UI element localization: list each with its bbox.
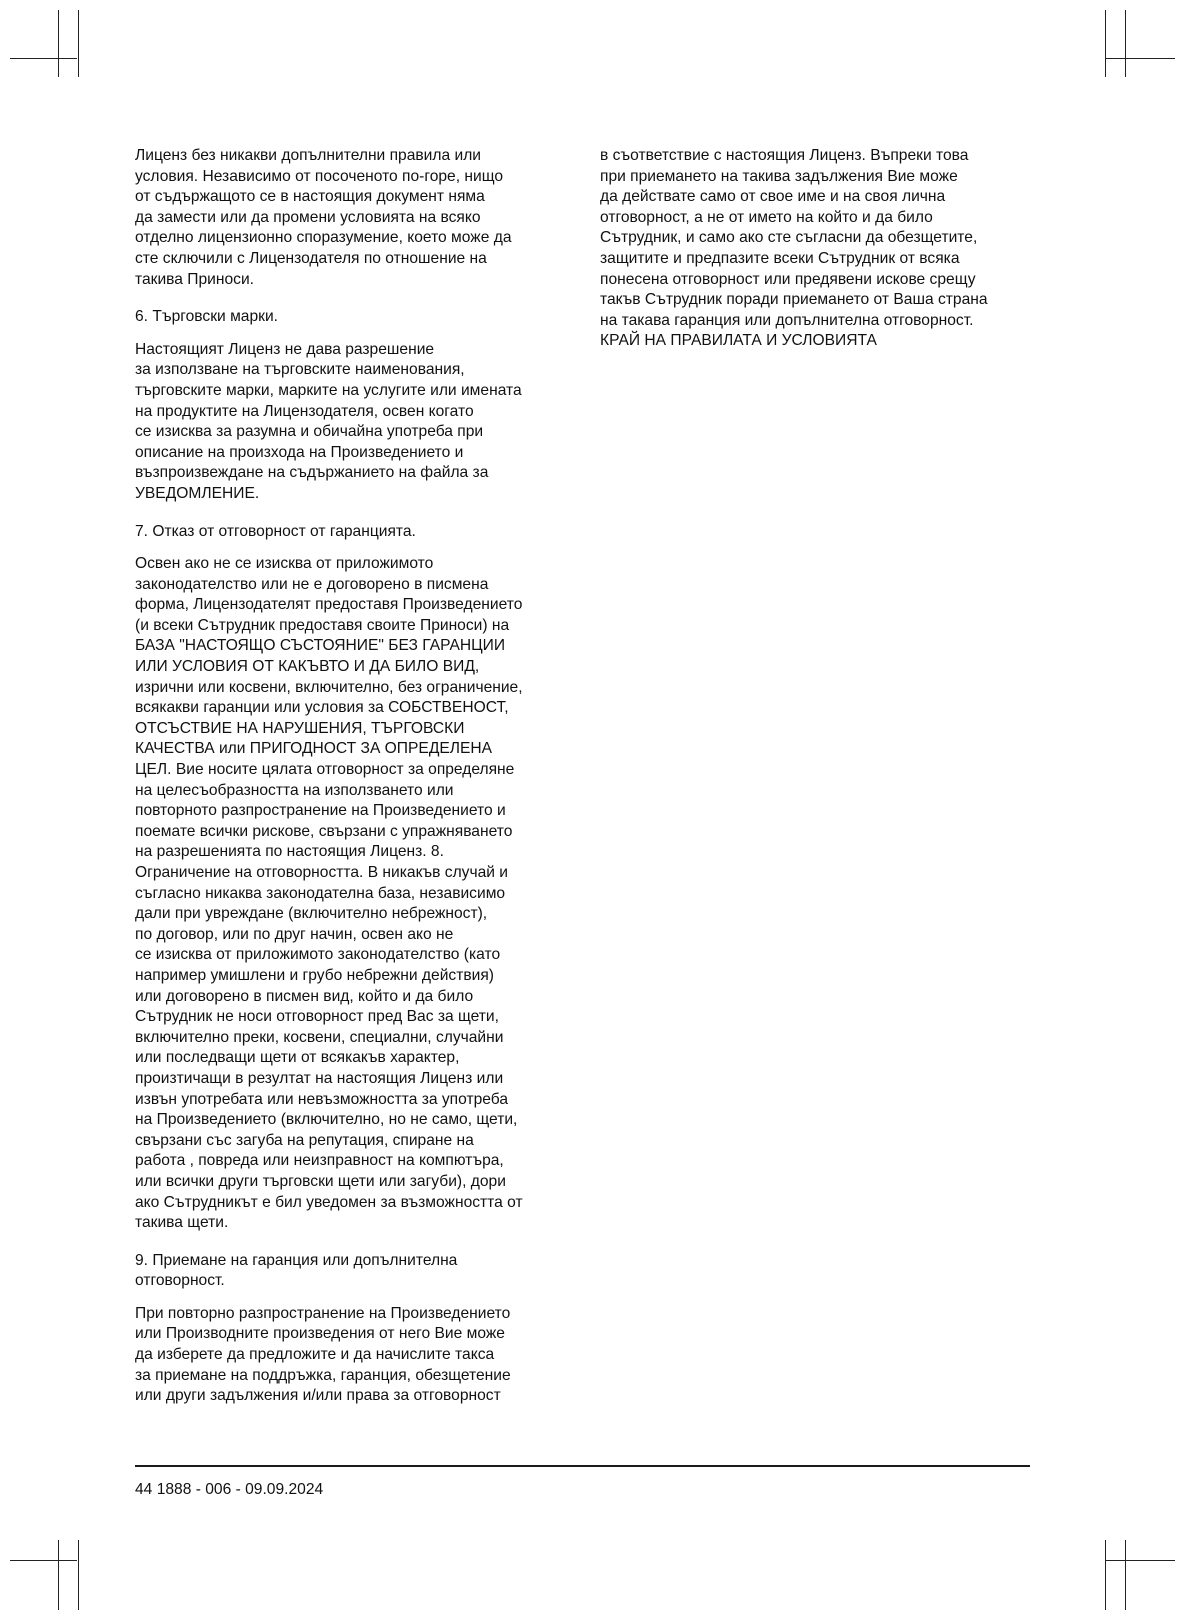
text-line: на разрешенията по настоящия Лиценз. 8. (135, 843, 444, 861)
text-line: При повторно разпространение на Произведението (135, 1304, 511, 1322)
text-line: такива Приноси. (135, 270, 255, 288)
text-line: работа , повреда или неизправност на компютъра, (135, 1152, 504, 1170)
text-line: на такава гаранция или допълнителна отговорност. (600, 311, 974, 329)
heading-line: 9. Приемане на гаранция или допълнителна (135, 1251, 458, 1269)
crop-mark-top-right-h (1105, 58, 1175, 59)
text-line: сте сключили с Лицензодателя по отношение на (135, 249, 487, 267)
text-line: законодателство или не е договорено в писмена (135, 575, 489, 593)
text-line: дали при увреждане (включително небрежност), (135, 905, 488, 923)
heading-line: отговорност. (135, 1272, 225, 1290)
crop-mark-bottom-right-v (1105, 1540, 1106, 1610)
text-line: да изберете да предложите и да начислите такса (135, 1346, 495, 1364)
footer-rule (135, 1465, 1030, 1467)
crop-mark-top-right-v2 (1125, 10, 1126, 77)
text-line: Освен ако не се изисква от приложимото (135, 555, 434, 573)
text-line: или последващи щети от всякакъв характер, (135, 1049, 460, 1067)
text-line: съгласно никаква законодателна база, независимо (135, 884, 506, 902)
paragraph-section-7 (135, 554, 575, 1234)
text-line: търговските марки, марките на услугите или имената (135, 381, 522, 399)
left-column (135, 146, 575, 1407)
text-line: отговорност, а не от името на който и да било (600, 208, 933, 226)
text-line: БАЗА "НАСТОЯЩО СЪСТОЯНИЕ" БЕЗ ГАРАНЦИИ (135, 637, 506, 655)
text-line: при приемането на такива задължения Вие може (600, 167, 958, 185)
text-line: изрични или косвени, включително, без ограничение, (135, 678, 523, 696)
text-line: да действате само от свое име и на своя лична (600, 188, 946, 206)
crop-mark-top-left-v2 (78, 10, 79, 77)
text-line: Сътрудник не носи отговорност пред Вас за щети, (135, 1008, 499, 1026)
text-line: на продуктите на Лицензодателя, освен когато (135, 402, 474, 420)
crop-mark-bottom-left-v (58, 1540, 59, 1610)
crop-mark-top-left-h (10, 58, 77, 59)
text-line: свързани със загуба на репутация, спиране на (135, 1131, 474, 1149)
text-line: описание на произхода на Произведението и (135, 443, 464, 461)
crop-mark-bottom-left-v2 (78, 1540, 79, 1610)
text-line: (и всеки Сътрудник предоставя своите Приноси) на (135, 616, 510, 634)
text-line: в съответствие с настоящия Лиценз. Въпреки това (600, 147, 969, 164)
text-line: на целесъобразността на използването или (135, 781, 454, 799)
text-line: ИЛИ УСЛОВИЯ ОТ КАКЪВТО И ДА БИЛО ВИД, (135, 658, 480, 676)
text-line: условия. Независимо от посоченото по-горе, нищо (135, 167, 504, 185)
text-line: повторното разпространение на Произведението и (135, 802, 506, 820)
section-heading-9 (135, 1251, 575, 1292)
paragraph-section-9 (135, 1304, 575, 1407)
text-line: ОТСЪСТВИЕ НА НАРУШЕНИЯ, ТЪРГОВСКИ (135, 719, 465, 737)
page-number: 44 (135, 1481, 153, 1498)
crop-mark-bottom-right-h (1105, 1560, 1175, 1561)
text-line: от съдържащото се в настоящия документ няма (135, 188, 485, 206)
document-reference: 1888 - 006 - 09.09.2024 (156, 1481, 324, 1498)
paragraph-intro (135, 146, 575, 290)
text-line: ЦЕЛ. Вие носите цялата отговорност за определяне (135, 761, 515, 779)
page-footer (135, 1480, 323, 1500)
text-line: възпроизвеждане на съдържанието на файла за (135, 464, 489, 482)
text-line: или Производните произведения от него Вие може (135, 1325, 505, 1343)
text-line: извън употребата или невъзможността за употреба (135, 1090, 508, 1108)
text-line: по договор, или по друг начин, освен ако не (135, 925, 454, 943)
end-of-terms: КРАЙ НА ПРАВИЛАТА И УСЛОВИЯТА (600, 332, 877, 350)
text-line: за приемане на поддръжка, гаранция, обезщетение (135, 1366, 511, 1384)
text-line: отделно лицензионно споразумение, което може да (135, 229, 512, 247)
text-line: например умишлени и грубо небрежни действия) (135, 966, 494, 984)
text-line: или договорено в писмен вид, който и да било (135, 987, 474, 1005)
text-line: се изисква от приложимото законодателство (като (135, 946, 501, 964)
text-line: да замести или да промени условията на всяко (135, 208, 481, 226)
text-line: или други задължения и/или права за отговорност (135, 1387, 501, 1405)
text-line: Настоящият Лиценз не дава разрешение (135, 340, 435, 358)
text-line: Ограничение на отговорността. В никакъв случай и (135, 864, 509, 881)
paragraph-section-9-continued (600, 146, 1050, 352)
text-line: произтичащи в резултат на настоящия Лиценз или (135, 1069, 504, 1087)
crop-mark-top-right-v (1105, 10, 1106, 77)
text-line: КАЧЕСТВА или ПРИГОДНОСТ ЗА ОПРЕДЕЛЕНА (135, 740, 493, 758)
paragraph-section-6 (135, 340, 575, 505)
text-line: или всички други търговски щети или загуби), дори (135, 1172, 506, 1190)
text-line: защитите и предпазите всеки Сътрудник от всяка (600, 249, 960, 267)
text-line: включително преки, косвени, специални, случайни (135, 1028, 504, 1046)
crop-mark-top-left-v (58, 10, 59, 77)
text-line: се изисква за разумна и обичайна употреба при (135, 423, 484, 441)
text-line: понесена отговорност или предявени искове срещу (600, 270, 976, 288)
crop-mark-bottom-right-v2 (1125, 1540, 1126, 1610)
text-line: форма, Лицензодателят предоставя Произведението (135, 596, 523, 614)
section-heading-6: 6. Търговски марки. (135, 308, 279, 326)
text-line: УВЕДОМЛЕНИЕ. (135, 484, 260, 502)
text-line: Лиценз без никакви допълнителни правила или (135, 147, 482, 164)
text-line: Сътрудник, и само ако сте съгласни да обезщетите, (600, 229, 978, 247)
text-line: на Произведението (включително, но не само, щети, (135, 1111, 518, 1129)
section-heading-7: 7. Отказ от отговорност от гаранцията. (135, 522, 416, 540)
text-line: такива щети. (135, 1214, 229, 1232)
text-line: за използване на търговските наименования, (135, 361, 465, 379)
text-line: такъв Сътрудник поради приемането от Ваша страна (600, 291, 988, 309)
text-line: всякакви гаранции или условия за СОБСТВЕНОСТ, (135, 699, 509, 717)
text-line: ако Сътрудникът е бил уведомен за възможността от (135, 1193, 523, 1211)
crop-mark-bottom-left-h (10, 1560, 77, 1561)
right-column (600, 146, 1050, 352)
text-line: поемате всички рискове, свързани с упражняването (135, 822, 513, 840)
